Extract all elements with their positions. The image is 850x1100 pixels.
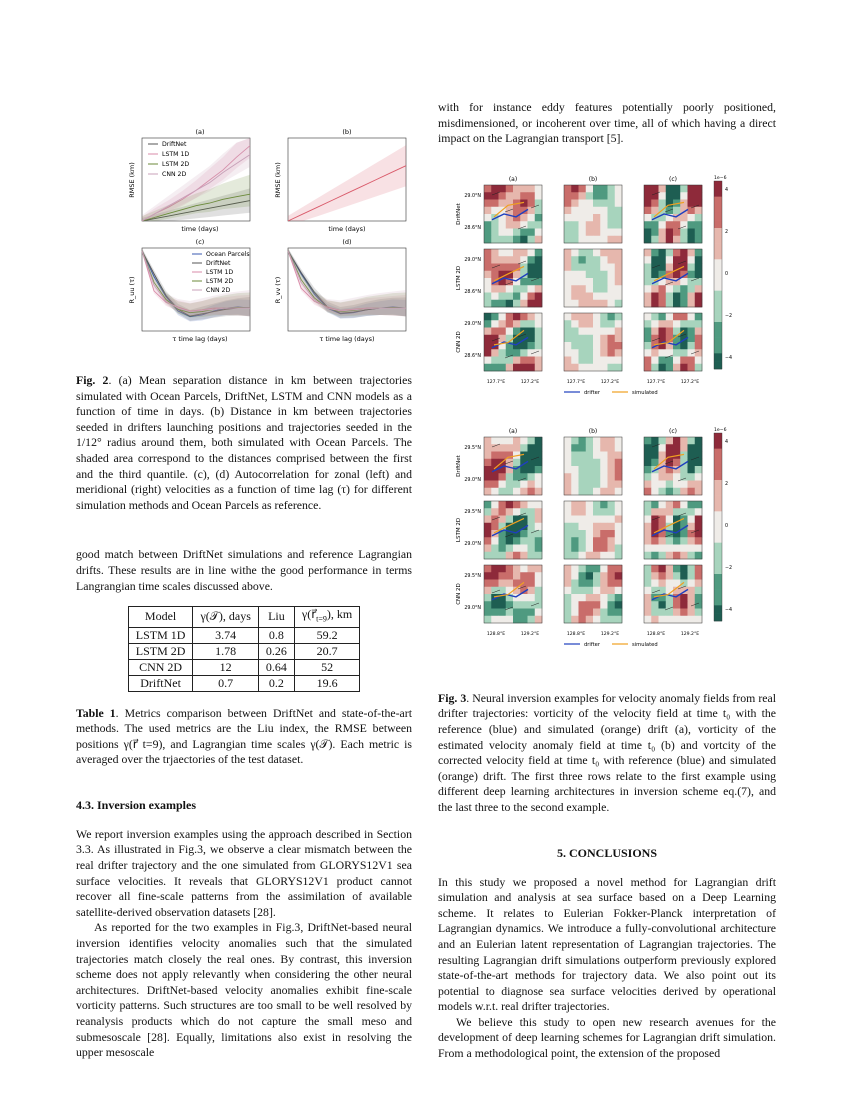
fig3-lon-label: 129.2°E [520, 631, 540, 637]
fig3-row-label: DriftNet [456, 454, 462, 477]
fig3-lat-label: 28.6°N [464, 225, 481, 231]
fig3-vorticity-panel [644, 437, 702, 495]
legend-simulated: simulated [632, 389, 658, 396]
colorbar-tick: −4 [725, 355, 733, 361]
fig3-lon-label: 128.8°E [646, 631, 666, 637]
section-title-conclusions: 5. CONCLUSIONS [556, 845, 658, 860]
fig3-vorticity-panel [644, 501, 702, 559]
section-title-inversion: 4.3. Inversion examples [76, 797, 196, 812]
fig3-row-label: CNN 2D [456, 583, 462, 605]
fig3-block-top [456, 175, 732, 396]
para-good-match: good match between DriftNet simulations and reference Lagrangian drifts. These results are in line withe the good performance in terms Langrangian time scales discussed above. [76, 547, 412, 593]
para-eddy: with for instance eddy features potentially poorly positioned, misdimensioned, or incoherent over time, all of which having a direct impact on the Lagrangian transport [5]. [438, 100, 776, 146]
fig2a-plot [142, 138, 250, 221]
colorbar-tick: 0 [725, 271, 729, 277]
fig3-lon-label: 127.2°E [600, 379, 620, 385]
fig3-lon-label: 129.2°E [600, 631, 620, 637]
fig2-caption [76, 373, 412, 513]
band-ocean-parcels-spread [288, 145, 406, 221]
fig3-lon-label: 128.8°E [566, 631, 586, 637]
fig2-caption-text: . (a) Mean separation distance in km between trajectories simulated with Ocean Parcels, DriftNet, LSTM and CNN models as a function of time in days. (b) Distance in km between trajectories seeded in drifters launching positions and trajectories seeded in the 1/12° radius around them, both simulated with Ocean Parcels. The shaded area correspond to the distances comprised between the first and the third quantile. (c), (d) Autocorrelation for zonal (left) and meridional (right) velocities as a function of time lag (τ) for different simulation methods and Ocean Parcels as reference. [76, 373, 413, 512]
fig3-vorticity-panel [564, 565, 622, 623]
th-gamma-t: γ(𝒯), days [193, 607, 258, 627]
fig3-lat-label: 29.5°N [464, 573, 481, 579]
colorbar-tick: 4 [725, 187, 729, 193]
fig2c-plot [142, 248, 250, 321]
fig2b-label: (b) [342, 128, 352, 136]
colorbar-tick: 2 [725, 229, 729, 235]
fig3-lat-label: 28.6°N [464, 289, 481, 295]
fig3-lat-label: 29.0°N [464, 257, 481, 263]
table1-caption-label: Table 1 [76, 705, 116, 720]
fig2c-legend [192, 251, 250, 294]
fig3-col-label: (c) [669, 427, 677, 435]
fig3-vorticity-panel [564, 185, 622, 243]
fig3-lat-label: 29.5°N [464, 509, 481, 515]
fig2a-ylabel: RMSE (km) [128, 162, 136, 198]
fig3-col-label: (c) [669, 175, 677, 183]
fig3-vorticity-panel [484, 565, 542, 623]
fig2c-label: (c) [195, 238, 205, 246]
fig3-caption [438, 691, 776, 816]
fig3-vorticity-panel [484, 501, 542, 559]
th-model: Model [128, 607, 193, 627]
colorbar-tick: 2 [725, 481, 729, 487]
fig3-col-label: (a) [508, 175, 518, 183]
fig3-vorticity-panel [644, 313, 702, 371]
fig3-col-label: (a) [508, 427, 518, 435]
legend-c-lstm2d: LSTM 2D [206, 278, 234, 285]
colorbar-tick: −2 [725, 313, 733, 319]
right-column [438, 100, 776, 1062]
fig2b-ylabel: RMSE (km) [274, 162, 282, 198]
fig3-vorticity-panel [564, 313, 622, 371]
fig3-lat-label: 29.0°N [464, 541, 481, 547]
fig3-row-label: CNN 2D [456, 331, 462, 353]
fig3-col-label: (b) [588, 175, 598, 183]
fig3-row-label: DriftNet [456, 202, 462, 225]
fig3-vorticity-panel [484, 437, 542, 495]
legend-simulated: simulated [632, 641, 658, 648]
fig2a-legend [148, 141, 189, 178]
legend-lstm1d: LSTM 1D [162, 151, 190, 158]
para-inversion-2: As reported for the two examples in Fig.3, DriftNet-based neural inversion identifies velocity anomalies such that the simulated trajectories match closely the real ones. By contrast, this inversion scheme does not apply relevantly when considering the other neural architectures. DriftNet-based velocity anomalies exhibit fine-scale vorticity patterns. Such structures are too small to be well resolved by reanalysis products which do not capture the small meso and submesoscale [28]. Equally, limitations also exist in resolving the upper mesoscale [76, 920, 412, 1060]
para-conclusions-2: We believe this study to open new research avenues for the development of deep learning schemes for Lagrangian drift simulation. From a methodological point, the extension of the proposed [438, 1014, 776, 1061]
table-row: LSTM 1D 3.74 0.8 59.2 [128, 627, 359, 643]
th-gamma-r: $\gamma(r⃗_{t=9})$, km [294, 607, 359, 627]
fig3-lon-label: 128.8°E [486, 631, 506, 637]
fig3-lon-label: 127.7°E [566, 379, 586, 385]
fig2a-xlabel: time (days) [181, 225, 219, 233]
fig3-block-bottom [456, 427, 732, 648]
colorbar-title: 1e−6 [714, 175, 727, 181]
fig3-lat-label: 28.6°N [464, 353, 481, 359]
fig3-lon-label: 127.2°E [520, 379, 540, 385]
fig3-vorticity-panel [484, 313, 542, 371]
table-row: DriftNet 0.7 0.2 19.6 [128, 675, 359, 691]
para-conclusions-1: In this study we proposed a novel method for Lagrangian drift simulation and analysis at sea surface based on a Deep Learning scheme. It relates to Eulerian Fokker-Planck interpretation of Lagrangian dynamics. We introduce a fully-convolutional architecture and an Eulerian latent representation of Lagrangian trajectories. The resulting Lagrangian drift simulations outperform previously explored state-of-the-art methods for trajectory data. We also point out its potential to diagnose sea surface velocities derived by operational models w.r.t. real drifter trajectories. [438, 874, 776, 1014]
fig2d-ylabel: R_vv (τ) [274, 276, 282, 304]
fig3-vorticity-panel [564, 501, 622, 559]
table-row: CNN 2D 12 0.64 52 [128, 659, 359, 675]
fig3-lon-label: 127.2°E [680, 379, 700, 385]
fig2a-label: (a) [195, 128, 205, 136]
colorbar-tick: −2 [725, 565, 733, 571]
band-cnn-2d [288, 248, 406, 316]
fig3-vorticity-panel [564, 437, 622, 495]
th-liu: Liu [258, 607, 294, 627]
fig3-vorticity-panel [484, 249, 542, 307]
fig3-vorticity-panel [644, 249, 702, 307]
fig2b-xlabel: time (days) [328, 225, 366, 233]
legend-driftnet: DriftNet [162, 141, 187, 148]
metrics-table [128, 606, 360, 691]
colorbar-title: 1e−6 [714, 427, 727, 433]
legend-drifter: drifter [584, 389, 600, 396]
fig3-row-label: LSTM 2D [456, 517, 462, 542]
figure-2 [100, 123, 436, 353]
fig2c-xlabel: τ time lag (days) [172, 335, 228, 343]
fig3-lat-label: 29.0°N [464, 321, 481, 327]
fig3-caption-label: Fig. 3 [438, 690, 467, 705]
series-ocean-parcels-spread [288, 166, 406, 221]
fig3-lon-label: 127.7°E [646, 379, 666, 385]
colorbar-tick: 4 [725, 439, 729, 445]
legend-c-driftnet: DriftNet [206, 260, 231, 267]
legend-c-cnn2d: CNN 2D [206, 287, 231, 294]
table1-caption [76, 706, 412, 768]
fig3-lon-label: 129.2°E [680, 631, 700, 637]
fig3-vorticity-panel [644, 565, 702, 623]
figure-3 [438, 175, 776, 675]
fig3-lat-label: 29.0°N [464, 477, 481, 483]
fig3-lat-label: 29.0°N [464, 193, 481, 199]
fig2d-xlabel: τ time lag (days) [319, 335, 375, 343]
fig3-vorticity-panel [564, 249, 622, 307]
fig3-caption-text: . Neural inversion examples for velocity anomaly fields from real drifter trajectories: vorticity of the velocity field at time t₀ with the reference (blue) and simulated (orange) drift (a), vorticity of the estimated velocity anomaly field at time t₀ (b) and vortcity of the corrected velocity field at time t₀ with reference (blue) and simulated (orange) drift. The first three rows relate to the first example using different deep learning architectures in inversion scheme eq.(7), and the last three to the second example. [438, 690, 776, 814]
legend-parcels: Ocean Parcels [206, 251, 250, 258]
legend-cnn2d: CNN 2D [162, 171, 187, 178]
fig3-lon-label: 127.7°E [486, 379, 506, 385]
table-row: LSTM 2D 1.78 0.26 20.7 [128, 643, 359, 659]
fig3-lat-label: 29.0°N [464, 605, 481, 611]
left-column [76, 115, 412, 1061]
legend-lstm2d: LSTM 2D [162, 161, 190, 168]
colorbar-tick: 0 [725, 523, 729, 529]
fig3-vorticity-panel [644, 185, 702, 243]
colorbar-tick: −4 [725, 607, 733, 613]
table1-caption-text: . Metrics comparison between DriftNet and state-of-the-art methods. The used metrics are the Liu index, the RMSE between positions γ(r⃗ t=9), and Lagrangian time scales γ(𝒯). Each metric is averaged over the trjaectories of the test dataset. [76, 705, 412, 767]
para-inversion-1: We report inversion examples using the approach described in Section 3.3. As illustrated in Fig.3, we observe a clear mismatch between the real drifter trajectory and the one simulated from GLORYS12V1 sea surface velocities. It reveals that GLORYS12V1 product cannot recover all fine-scale patterns from the assimilation of available satellite-derived observation datasets [28]. [76, 826, 412, 919]
fig3-col-label: (b) [588, 427, 598, 435]
fig2c-ylabel: R_uu (τ) [128, 276, 136, 304]
fig3-vorticity-panel [484, 185, 542, 243]
fig2d-label: (d) [342, 238, 352, 246]
fig2b-plot [288, 145, 406, 221]
fig3-row-label: LSTM 2D [456, 265, 462, 290]
legend-c-lstm1d: LSTM 1D [206, 269, 234, 276]
fig2-caption-label: Fig. 2 [76, 373, 109, 387]
fig2d-plot [288, 248, 406, 319]
fig3-lat-label: 29.5°N [464, 445, 481, 451]
legend-drifter: drifter [584, 641, 600, 648]
